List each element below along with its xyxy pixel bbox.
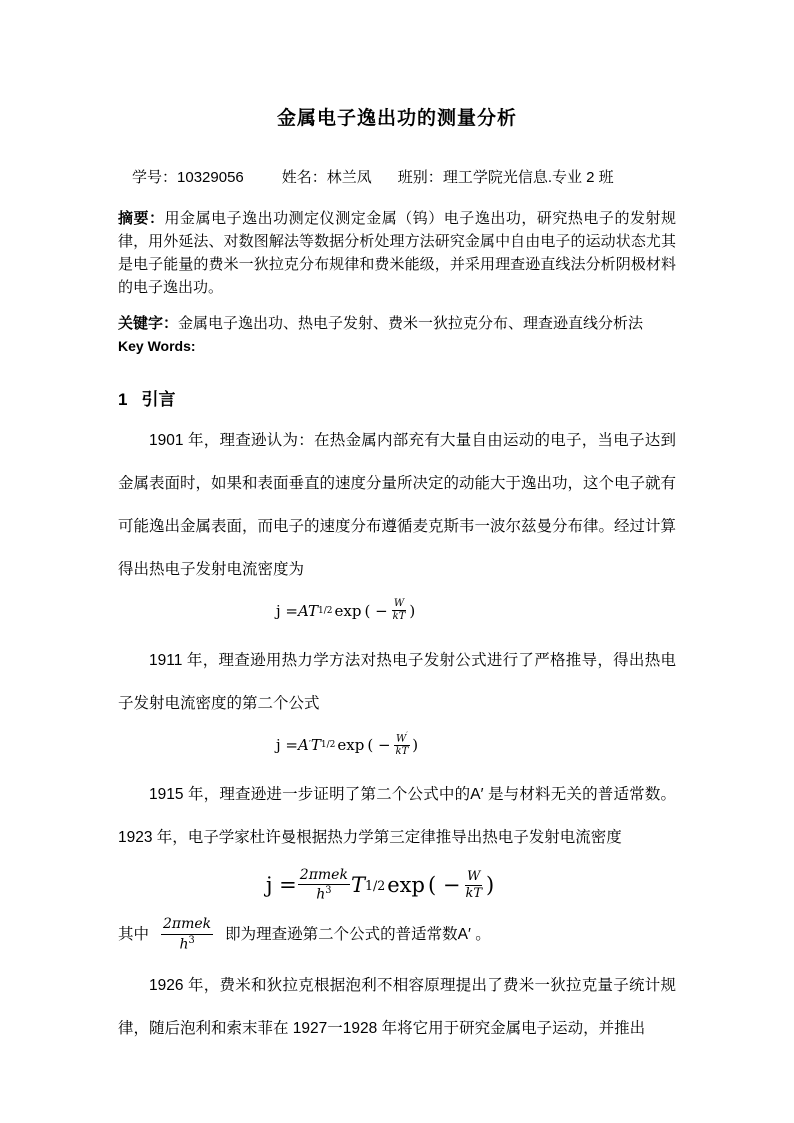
formula1-fraction-denominator: kT <box>392 611 406 622</box>
formula3-coefficient-fraction <box>298 867 350 903</box>
keywords-label: 关键字： <box>118 315 179 332</box>
inline-fraction-denominator <box>179 935 194 954</box>
student-id-label: 学号： <box>132 169 178 186</box>
student-class-value: 理工学院光信息.专业 2 班 <box>442 169 614 186</box>
formula2-lhs: j = <box>276 735 298 754</box>
inline-coefficient-fraction <box>161 916 213 954</box>
section-1-title: 引言 <box>141 390 176 409</box>
author-byline <box>118 166 676 187</box>
formula1-open-paren: ( − <box>364 601 388 620</box>
formula3-coefficient-numerator: 2πmek <box>299 866 348 883</box>
formula2-fraction-denominator: kT <box>395 746 409 758</box>
formula3-open-paren: ( − <box>427 873 461 897</box>
formula2-exponent: 1/2 <box>320 739 336 750</box>
formula2-A-prime: ′ <box>308 739 311 750</box>
abstract-text: 用金属电子逸出功测定仪测定金属（钨）电子逸出功，研究热电子的发射规律，用外延法、对数图解法等数据分析处理方法研究金属中自由电子的运动状态尤其是电子能量的费米一狄拉克分布规律和费米能级，并采用理查逊直线法分析阴极材料的电子逸出功。 <box>118 210 676 296</box>
formula2-exp-function: exp <box>337 735 365 754</box>
formula1-fraction-numerator: W <box>393 598 405 609</box>
abstract-label: 摘要： <box>118 210 165 227</box>
document-title: 金属电子逸出功的测量分析 <box>276 108 517 129</box>
formula3-exp-function: exp <box>387 873 425 897</box>
keywords-paragraph <box>118 312 676 335</box>
formula1-close-paren: ) <box>409 601 416 620</box>
formula2-variable-T: T <box>310 735 321 754</box>
formula3-denominator-h: h <box>316 886 326 903</box>
formula3-lhs: j = <box>266 873 297 897</box>
formula1-exponent: 1/2 <box>318 605 333 616</box>
formula3-exponent: 1/2 <box>364 877 386 893</box>
student-name <box>282 169 372 186</box>
p4-text-after: 即为理查逊第二个公式的普适常数A′ 。 <box>225 926 491 943</box>
inline-fraction-numerator: 2πmek <box>161 916 213 935</box>
formula2-close-paren: ) <box>412 735 419 754</box>
formula-richardson-first <box>276 592 676 629</box>
formula1-lhs: j = <box>276 601 298 620</box>
formula2-constant-A: A <box>298 735 309 754</box>
formula-dushman <box>266 860 676 910</box>
formula3-fraction-denominator: kT <box>465 885 482 901</box>
keywords-text: 金属电子逸出功、热电子发射、费米一狄拉克分布、理查逊直线分析法 <box>178 315 644 332</box>
formula1-exp-function: exp <box>334 601 362 620</box>
formula-richardson-second <box>276 726 676 763</box>
student-class <box>398 169 614 186</box>
student-name-label: 姓名： <box>281 169 327 186</box>
paragraph-1901: 1901 年，理查逊认为：在热金属内部充有大量自由运动的电子，当电子达到金属表面时，如果和表面垂直的速度分量所决定的动能大于逸出功，这个电子就有可能逸出金属表面，而电子的速度分布遵循麦克斯韦一波尔兹曼分布律。经过计算得出热电子发射电流密度为 <box>118 432 677 578</box>
student-id-value: 10329056 <box>177 169 244 186</box>
formula3-h-cubed: 3 <box>325 884 332 896</box>
section-1-heading <box>118 385 676 410</box>
inline-h-cubed: 3 <box>188 934 195 946</box>
paragraph-qizhong <box>118 911 676 959</box>
formula2-numerator-W: W <box>395 733 407 745</box>
paragraph-1915: 1915 年，理查逊进一步证明了第二个公式中的A′ 是与材料无关的普适常数。1923 年，电子学家杜许曼根据热力学第三定律推导出热电子发射电流密度 <box>118 786 676 846</box>
formula1-variables: AT <box>298 601 319 620</box>
student-id <box>132 169 244 186</box>
formula2-fraction <box>394 731 411 758</box>
p4-text-before: 其中 <box>118 926 150 943</box>
formula2-open-paren: ( − <box>367 735 391 754</box>
formula3-close-paren: ) <box>486 873 495 897</box>
student-class-label: 班别： <box>397 169 443 186</box>
inline-denominator-h: h <box>179 936 189 953</box>
formula2-W-prime: ′ <box>406 730 408 739</box>
formula2-fraction-numerator <box>394 731 410 746</box>
paragraph-1911: 1911 年，理查逊用热力学方法对热电子发射公式进行了严格推导，得出热电子发射电流密度的第二个公式 <box>118 652 676 712</box>
formula3-variable-T: T <box>350 873 365 897</box>
section-1-number: 1 <box>118 390 128 409</box>
paragraph-1926: 1926 年，费米和狄拉克根据泡利不相容原理提出了费米一狄拉克量子统计规律，随后泡利和索末菲在 1927一1928 年将它用于研究金属电子运动，并推出 <box>118 977 676 1037</box>
formula3-fraction-numerator: W <box>467 868 481 884</box>
keywords-en-label: Key Words: <box>118 338 196 354</box>
formula3-coefficient-denominator <box>314 885 333 903</box>
abstract-paragraph <box>118 207 676 299</box>
student-name-value: 林兰凤 <box>326 169 372 186</box>
formula3-fraction <box>463 869 484 901</box>
document-content <box>118 0 676 1050</box>
formula1-fraction <box>391 598 408 623</box>
